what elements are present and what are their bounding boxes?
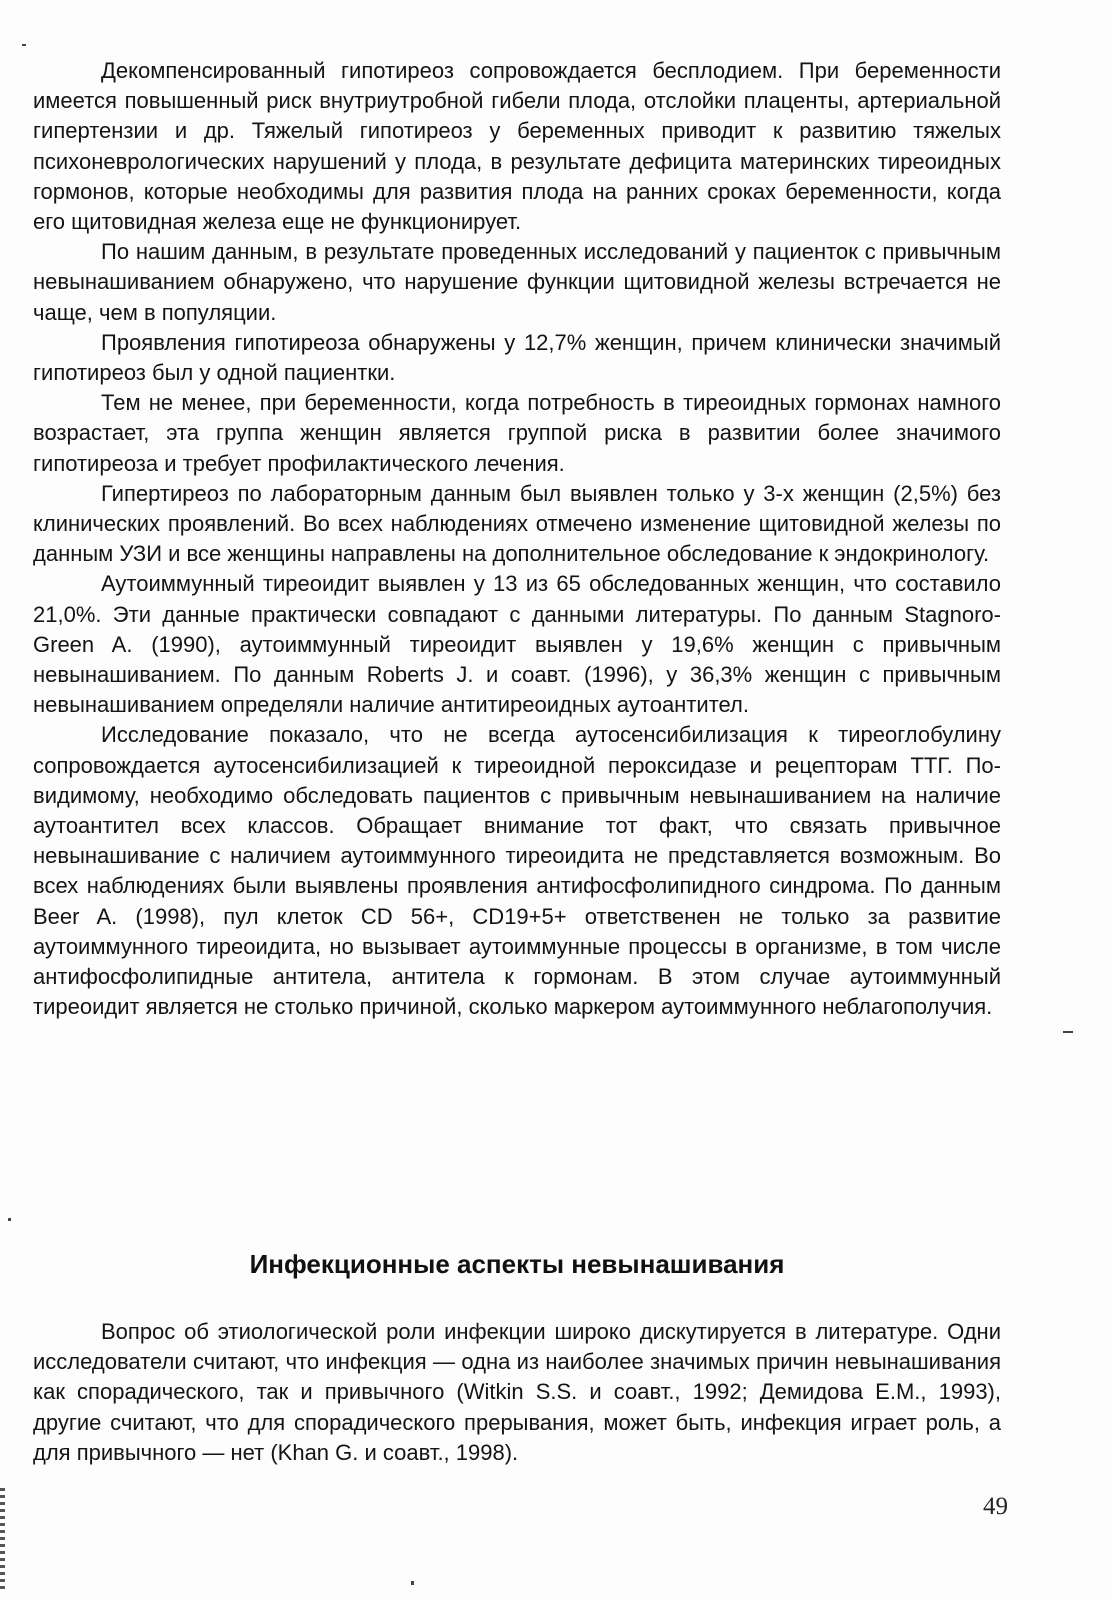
paragraph-autosensitization: Исследование показало, что не всегда аутосенсибилизация к тиреоглобулину сопровождается аутосенсибилизацией к тиреоидной пероксидазе и рецепторам ТТГ. По-видимому, необходимо обследовать пациентов с привычным невынашиванием на наличие аутоантител всех классов. Обращает внимание тот факт, что связать привычное невынашивание с наличием аутоиммунного тиреоидита не представляется возможным. Во всех наблюдениях были выявлены проявления антифосфолипидного синдрома. По данным Beer A. (1998), пул клеток CD 56+, CD19+5+ ответственен не только за развитие аутоиммунного тиреоидита, но вызывает аутоиммунные процессы в организме, в том числе антифосфолипидные антитела, антитела к гормонам. В этом случае аутоиммунный тиреоидит является не столько причиной, сколько маркером аутоиммунного неблагополучия. <box>33 722 1001 1020</box>
scan-speck-left-margin <box>8 1218 11 1221</box>
paragraph-own-data: По нашим данным, в результате проведенных исследований у пациенток с привычным невынашиванием обнаружено, что нарушение функции щитовидной железы встречается не чаще, чем в популяции. <box>33 239 1001 325</box>
paragraph-hypothyroidism-pregnancy: Декомпенсированный гипотиреоз сопровождается бесплодием. При беременности имеется повышенный риск внутриутробной гибели плода, отслойки плаценты, артериальной гипертензии и др. Тяжелый гипотиреоз у беременных приводит к развитию тяжелых психоневрологических нарушений у плода, в результате дефицита материнских тиреоидных гормонов, которые необходимы для развития плода на ранних сроках беременности, когда его щитовидная железа еще не функционирует. <box>33 58 1001 235</box>
paragraph-hypothyroidism-findings: Проявления гипотиреоза обнаружены у 12,7% женщин, причем клинически значимый гипотиреоз был у одной пациентки. <box>33 329 1001 386</box>
scan-speck-top-left <box>22 44 26 46</box>
section-text <box>33 1317 1001 1468</box>
paragraph-risk-group: Тем не менее, при беременности, когда потребность в тиреоидных гормонах намного возрастает, эта группа женщин является группой риска в развитии более значимого гипотиреоза и требует профилактического лечения. <box>33 390 1001 476</box>
scan-speck-right-margin <box>1063 1031 1073 1033</box>
main-text <box>33 56 1001 1023</box>
scan-binding-edge <box>0 1488 5 1592</box>
scan-speck-bottom <box>411 1581 414 1585</box>
section-heading: Инфекционные аспекты невынашивания <box>249 1249 785 1279</box>
paragraph-infection-role: Вопрос об этиологической роли инфекции широко дискутируется в литературе. Одни исследователи считают, что инфекция — одна из наиболее значимых причин невынашивания как спорадического, так и привычного (Witkin S.S. и соавт., 1992; Демидова Е.М., 1993), другие считают, что для спорадического прерывания, может быть, инфекция играет роль, а для привычного — нет (Khan G. и соавт., 1998). <box>33 1319 1001 1465</box>
paragraph-autoimmune-thyroiditis: Аутоиммунный тиреоидит выявлен у 13 из 65 обследованных женщин, что составило 21,0%. Эти данные практически совпадают с данными литературы. По данным Stagnoro-Green A. (1990), аутоиммунный тиреоидит выявлен у 19,6% женщин с привычным невынашиванием. По данным Roberts J. и соавт. (1996), у 36,3% женщин с привычным невынашиванием определяли наличие антитиреоидных аутоантител. <box>33 571 1001 718</box>
page-number: 49 <box>983 1493 1008 1520</box>
paragraph-hyperthyroidism: Гипертиреоз по лабораторным данным был выявлен только у 3-х женщин (2,5%) без клинических проявлений. Во всех наблюдениях отмечено изменение щитовидной железы по данным УЗИ и все женщины направлены на дополнительное обследование к эндокринологу. <box>33 480 1001 567</box>
